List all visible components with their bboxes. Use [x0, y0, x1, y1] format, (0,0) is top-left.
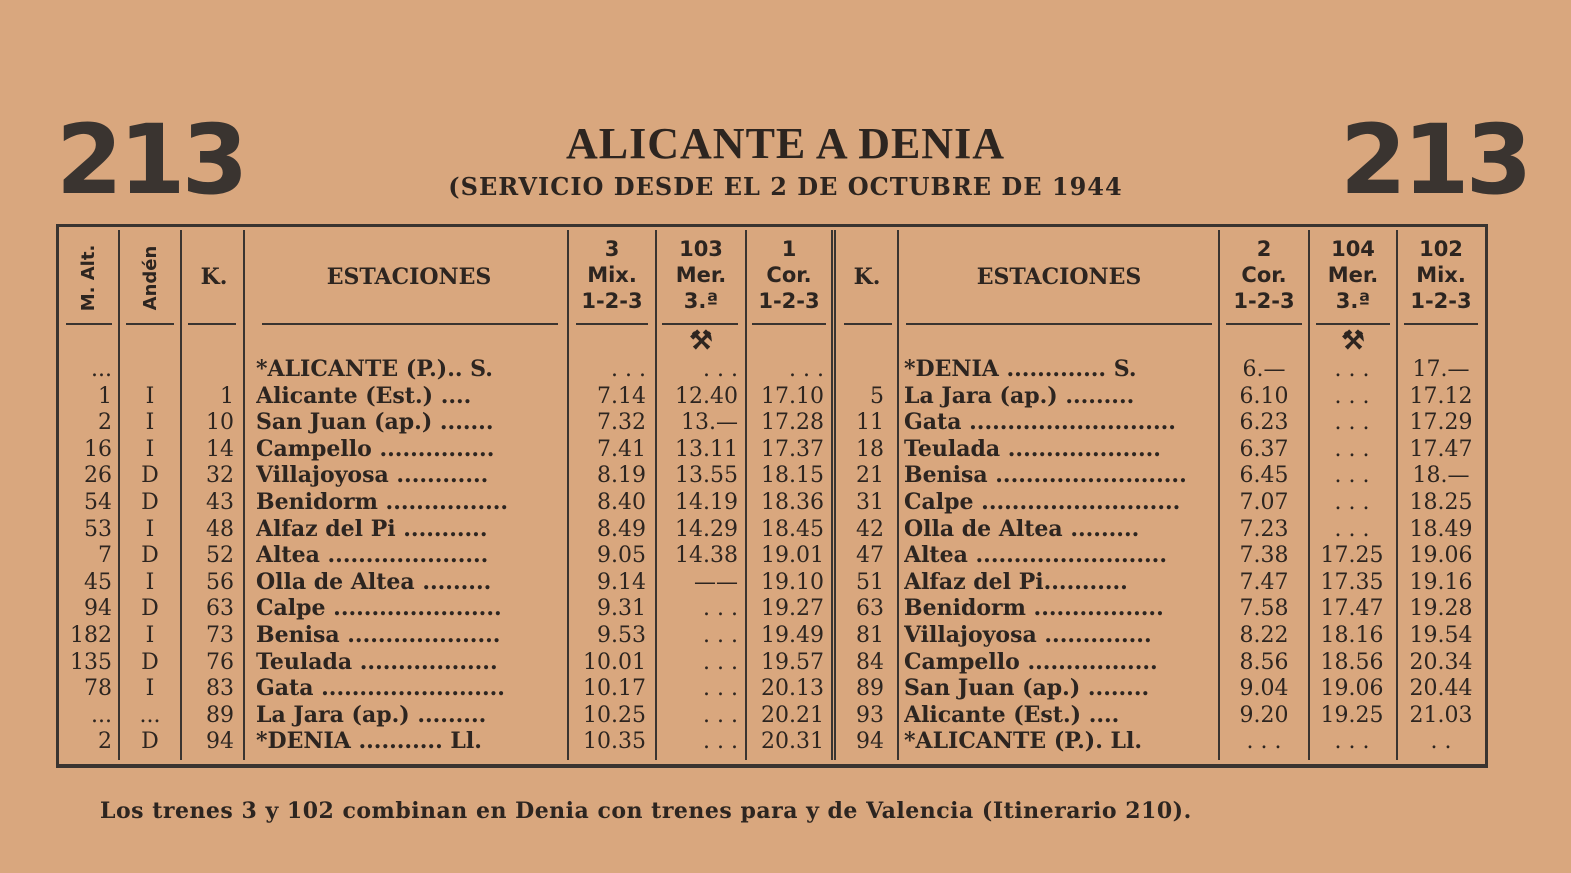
train-2-time: 9.04: [1239, 676, 1289, 702]
km-right-cell: 51: [856, 569, 884, 595]
station-right-cell: Olla de Altea .........: [904, 515, 1140, 542]
train-102-time: 19.16: [1409, 569, 1473, 595]
train-103-time: . . .: [703, 623, 738, 648]
anden-cell: D: [141, 649, 159, 675]
header-train-103: 103 Mer. 3.ª: [675, 237, 727, 313]
train-102-time: 17.—: [1412, 357, 1470, 382]
timetable-number-left: 213: [56, 104, 245, 216]
footnote: Los trenes 3 y 102 combinan en Denia con trenes para y de Valencia (Itinerario 210).: [100, 798, 1192, 824]
header-rule: [126, 323, 174, 325]
station-right-cell: Villajoyosa ..............: [904, 622, 1152, 648]
train-3-time: 7.14: [597, 383, 646, 409]
header-rule: [1316, 323, 1390, 325]
train-102-time: 17.12: [1409, 383, 1473, 409]
train-104-time: . . .: [1334, 410, 1370, 436]
train-104-time: . . .: [1334, 463, 1370, 489]
anden-cell: I: [145, 383, 155, 409]
header-altitude: M. Alt.: [78, 244, 99, 312]
station-cell: Teulada ..................: [256, 648, 498, 675]
anden-cell: D: [141, 463, 159, 489]
km-cell: 76: [206, 649, 234, 675]
header-stations-right: ESTACIONES: [976, 264, 1142, 290]
table-row: [0, 516, 1571, 543]
train-103-time: 14.38: [675, 543, 738, 569]
table-row: [0, 356, 1571, 383]
train-102-time: 19.54: [1409, 623, 1473, 648]
train-104-time: 18.16: [1320, 623, 1384, 648]
train-104-time: 19.06: [1320, 676, 1384, 702]
table-row: [0, 409, 1571, 436]
km-right-cell: 84: [856, 649, 884, 675]
altitude-cell: 2: [98, 729, 112, 755]
station-right-cell: Campello .................: [904, 648, 1158, 675]
station-right-cell: Calpe ..........................: [904, 489, 1181, 515]
train-3-time: 9.31: [597, 596, 646, 622]
train-104-time: . . .: [1334, 490, 1370, 515]
station-right-cell: Benidorm .................: [904, 595, 1164, 622]
table-row: [0, 595, 1571, 622]
header-train-2: 2 Cor. 1-2-3: [1233, 237, 1295, 313]
km-right-cell: 18: [856, 436, 884, 462]
train-102-time: 17.47: [1409, 436, 1473, 462]
train-1-time: 18.45: [761, 516, 824, 542]
km-right-cell: 47: [856, 543, 884, 569]
table-row: [0, 383, 1571, 410]
km-right-cell: 89: [856, 676, 884, 702]
anden-cell: I: [145, 623, 155, 648]
station-cell: Altea .....................: [256, 542, 489, 569]
train-104-time: . . .: [1334, 729, 1370, 755]
anden-cell: I: [145, 516, 155, 542]
train-2-time: 6.37: [1239, 436, 1289, 462]
train-104-time: 17.47: [1320, 596, 1384, 622]
station-cell: Villajoyosa ............: [256, 462, 489, 489]
train-2-time: 7.47: [1239, 569, 1289, 595]
header-stations-left: ESTACIONES: [326, 264, 492, 290]
altitude-cell: 135: [70, 649, 112, 675]
train-102-time: 21.03: [1409, 702, 1473, 728]
train-103-time: . . .: [703, 702, 738, 728]
train-102-time: 20.44: [1409, 676, 1473, 702]
train-1-time: 18.36: [761, 490, 824, 515]
header-train-102: 102 Mix. 1-2-3: [1410, 237, 1472, 313]
train-1-time: 19.01: [761, 543, 824, 569]
header-rule: [576, 323, 648, 325]
altitude-cell: 2: [98, 410, 112, 436]
station-cell: *DENIA ........... Ll.: [256, 728, 482, 755]
page-title: ALICANTE A DENIA: [566, 119, 1005, 168]
train-102-time: 19.06: [1409, 543, 1473, 569]
table-row: [0, 489, 1571, 516]
train-2-time: 6.23: [1239, 410, 1289, 436]
km-cell: 1: [220, 383, 234, 409]
km-right-cell: 31: [856, 490, 884, 515]
train-102-time: 19.28: [1409, 596, 1473, 622]
train-2-time: 7.38: [1239, 543, 1289, 569]
station-right-cell: La Jara (ap.) .........: [904, 382, 1135, 409]
train-103-time: 13.—: [681, 410, 738, 436]
km-right-cell: 63: [856, 596, 884, 622]
train-102-time: 17.29: [1409, 410, 1473, 436]
altitude-cell: 26: [84, 463, 112, 489]
km-right-cell: 81: [856, 623, 884, 648]
train-103-time: 14.29: [675, 516, 738, 542]
km-right-cell: 42: [856, 516, 884, 542]
train-104-time: 17.25: [1320, 543, 1384, 569]
page-subtitle: (SERVICIO DESDE EL 2 DE OCTUBRE DE 1944: [448, 172, 1123, 201]
station-cell: Campello ...............: [256, 435, 495, 462]
train-103-time: 14.19: [675, 490, 738, 515]
train-3-time: 10.25: [583, 702, 646, 728]
station-cell: San Juan (ap.) .......: [256, 409, 494, 436]
train-2-time: 6.—: [1242, 357, 1286, 382]
header-rule: [662, 323, 738, 325]
station-right-cell: Alicante (Est.) ....: [904, 701, 1120, 728]
table-row: [0, 702, 1571, 729]
train-3-time: . . .: [611, 357, 646, 382]
train-104-time: 17.35: [1320, 569, 1384, 595]
km-right-cell: 5: [870, 383, 884, 409]
table-row: [0, 622, 1571, 649]
header-train-3: 3 Mix. 1-2-3: [581, 237, 643, 313]
table-row: [0, 542, 1571, 569]
train-2-time: 6.10: [1239, 383, 1289, 409]
table-row: [0, 728, 1571, 755]
station-cell: La Jara (ap.) .........: [256, 701, 487, 728]
station-cell: *ALICANTE (P.).. S.: [256, 356, 493, 382]
km-right-cell: 11: [856, 410, 884, 436]
train-2-time: . . .: [1246, 729, 1282, 755]
train-1-time: 19.57: [761, 649, 824, 675]
km-cell: 89: [206, 702, 234, 728]
train-103-time: 12.40: [675, 383, 738, 409]
train-3-time: 9.14: [597, 569, 646, 595]
train-104-time: 19.25: [1320, 702, 1384, 728]
header-anden: Andén: [140, 245, 161, 311]
km-right-cell: 93: [856, 702, 884, 728]
train-104-time: . . .: [1334, 357, 1370, 382]
anden-cell: D: [141, 596, 159, 622]
train-103-time: ——: [694, 569, 738, 595]
anden-cell: D: [141, 543, 159, 569]
station-right-cell: Benisa .........................: [904, 462, 1187, 489]
train-102-time: 18.49: [1409, 516, 1473, 542]
train-3-time: 8.40: [597, 490, 646, 515]
train-103-time: 13.11: [675, 436, 738, 462]
table-row: [0, 675, 1571, 702]
altitude-cell: 7: [98, 543, 112, 569]
train-102-time: . .: [1430, 729, 1452, 755]
station-cell: Alicante (Est.) ....: [256, 382, 472, 409]
train-102-time: 18.—: [1412, 463, 1470, 489]
altitude-cell: 16: [84, 436, 112, 462]
train-2-time: 6.45: [1239, 463, 1289, 489]
km-cell: 73: [206, 623, 234, 648]
station-right-cell: Altea .........................: [904, 542, 1167, 569]
train-1-time: 17.10: [761, 383, 824, 409]
train-3-time: 7.41: [597, 436, 646, 462]
km-cell: 10: [206, 410, 234, 436]
train-1-time: 19.27: [761, 596, 824, 622]
altitude-cell: 54: [84, 490, 112, 515]
km-cell: 52: [206, 543, 234, 569]
station-right-cell: Gata ...........................: [904, 409, 1176, 436]
km-cell: 48: [206, 516, 234, 542]
train-103-time: . . .: [703, 676, 738, 702]
header-train-1: 1 Cor. 1-2-3: [758, 237, 820, 313]
km-cell: 94: [206, 729, 234, 755]
km-cell: 83: [206, 676, 234, 702]
train-2-time: 7.58: [1239, 596, 1289, 622]
altitude-cell: 182: [70, 623, 112, 648]
header-rule: [1226, 323, 1302, 325]
header-rule: [262, 323, 558, 325]
altitude-cell: 1: [98, 383, 112, 409]
train-1-time: 20.13: [761, 676, 824, 702]
station-right-cell: Teulada ....................: [904, 435, 1161, 462]
train-2-time: 7.07: [1239, 490, 1289, 515]
train-103-time: . . .: [703, 729, 738, 755]
km-cell: 32: [206, 463, 234, 489]
km-right-cell: 21: [856, 463, 884, 489]
train-3-time: 8.19: [597, 463, 646, 489]
train-1-time: 19.10: [761, 569, 824, 595]
train-1-time: 20.21: [761, 702, 824, 728]
station-cell: Benidorm ................: [256, 489, 509, 515]
station-cell: Calpe ......................: [256, 595, 502, 622]
header-k-right: K.: [853, 264, 881, 290]
timetable-number-right: 213: [1340, 104, 1529, 216]
train-2-time: 9.20: [1239, 702, 1289, 728]
train-3-time: 10.01: [583, 649, 646, 675]
header-rule: [844, 323, 892, 325]
station-right-cell: San Juan (ap.) ........: [904, 675, 1150, 702]
anden-cell: I: [145, 410, 155, 436]
anden-cell: D: [141, 729, 159, 755]
table-row: [0, 569, 1571, 596]
table-row: [0, 649, 1571, 676]
table-row: [0, 462, 1571, 489]
anden-cell: I: [145, 569, 155, 595]
train-104-time: . . .: [1334, 436, 1370, 462]
altitude-cell: 94: [84, 596, 112, 622]
station-cell: Alfaz del Pi ...........: [256, 515, 488, 542]
station-right-cell: *DENIA ............. S.: [904, 356, 1137, 382]
train-104-time: . . .: [1334, 516, 1370, 542]
header-rule: [188, 323, 236, 325]
train-1-time: 20.31: [761, 729, 824, 755]
train-103-time: 13.55: [675, 463, 738, 489]
train-3-time: 9.53: [597, 623, 646, 648]
altitude-cell: ...: [91, 357, 112, 382]
train-2-time: 8.56: [1239, 649, 1289, 675]
anden-cell: D: [141, 490, 159, 515]
station-cell: Gata ........................: [256, 675, 505, 702]
station-cell: Benisa ....................: [256, 622, 501, 648]
anden-cell: ...: [139, 702, 161, 728]
station-right-cell: *ALICANTE (P.). Ll.: [904, 728, 1143, 755]
train-103-time: . . .: [703, 649, 738, 675]
altitude-cell: 53: [84, 516, 112, 542]
train-2-time: 7.23: [1239, 516, 1289, 542]
km-cell: 63: [206, 596, 234, 622]
train-1-time: 17.37: [761, 436, 824, 462]
km-right-cell: 94: [856, 729, 884, 755]
train-104-time: . . .: [1334, 383, 1370, 409]
altitude-cell: ...: [91, 702, 112, 728]
train-1-time: . . .: [789, 357, 824, 382]
train-104-time: 18.56: [1320, 649, 1384, 675]
train-103-time: . . .: [703, 596, 738, 622]
km-cell: 14: [206, 436, 234, 462]
train-3-time: 8.49: [597, 516, 646, 542]
altitude-cell: 78: [84, 676, 112, 702]
header-rule: [66, 323, 112, 325]
train-1-time: 19.49: [761, 623, 824, 648]
train-3-time: 10.17: [583, 676, 646, 702]
station-right-cell: Alfaz del Pi...........: [904, 568, 1128, 595]
anden-cell: I: [145, 436, 155, 462]
km-cell: 43: [206, 490, 234, 515]
train-3-time: 7.32: [597, 410, 646, 436]
header-rule: [906, 323, 1212, 325]
header-rule: [1404, 323, 1478, 325]
km-cell: 56: [206, 569, 234, 595]
table-row: [0, 436, 1571, 463]
header-train-104: 104 Mer. 3.ª: [1327, 237, 1379, 313]
station-cell: Olla de Altea .........: [256, 568, 492, 595]
header-rule: [752, 323, 826, 325]
train-1-time: 18.15: [761, 463, 824, 489]
header-k-left: K.: [200, 264, 228, 290]
train-102-time: 18.25: [1409, 490, 1473, 515]
train-3-time: 10.35: [583, 729, 646, 755]
anden-cell: I: [145, 676, 155, 702]
train-102-time: 20.34: [1409, 649, 1473, 675]
hammers-icon: ⚒: [1341, 326, 1365, 356]
train-2-time: 8.22: [1239, 623, 1289, 648]
train-3-time: 9.05: [597, 543, 646, 569]
train-1-time: 17.28: [761, 410, 824, 436]
hammers-icon: ⚒: [689, 326, 713, 356]
altitude-cell: 45: [84, 569, 112, 595]
train-103-time: . . .: [703, 357, 738, 382]
